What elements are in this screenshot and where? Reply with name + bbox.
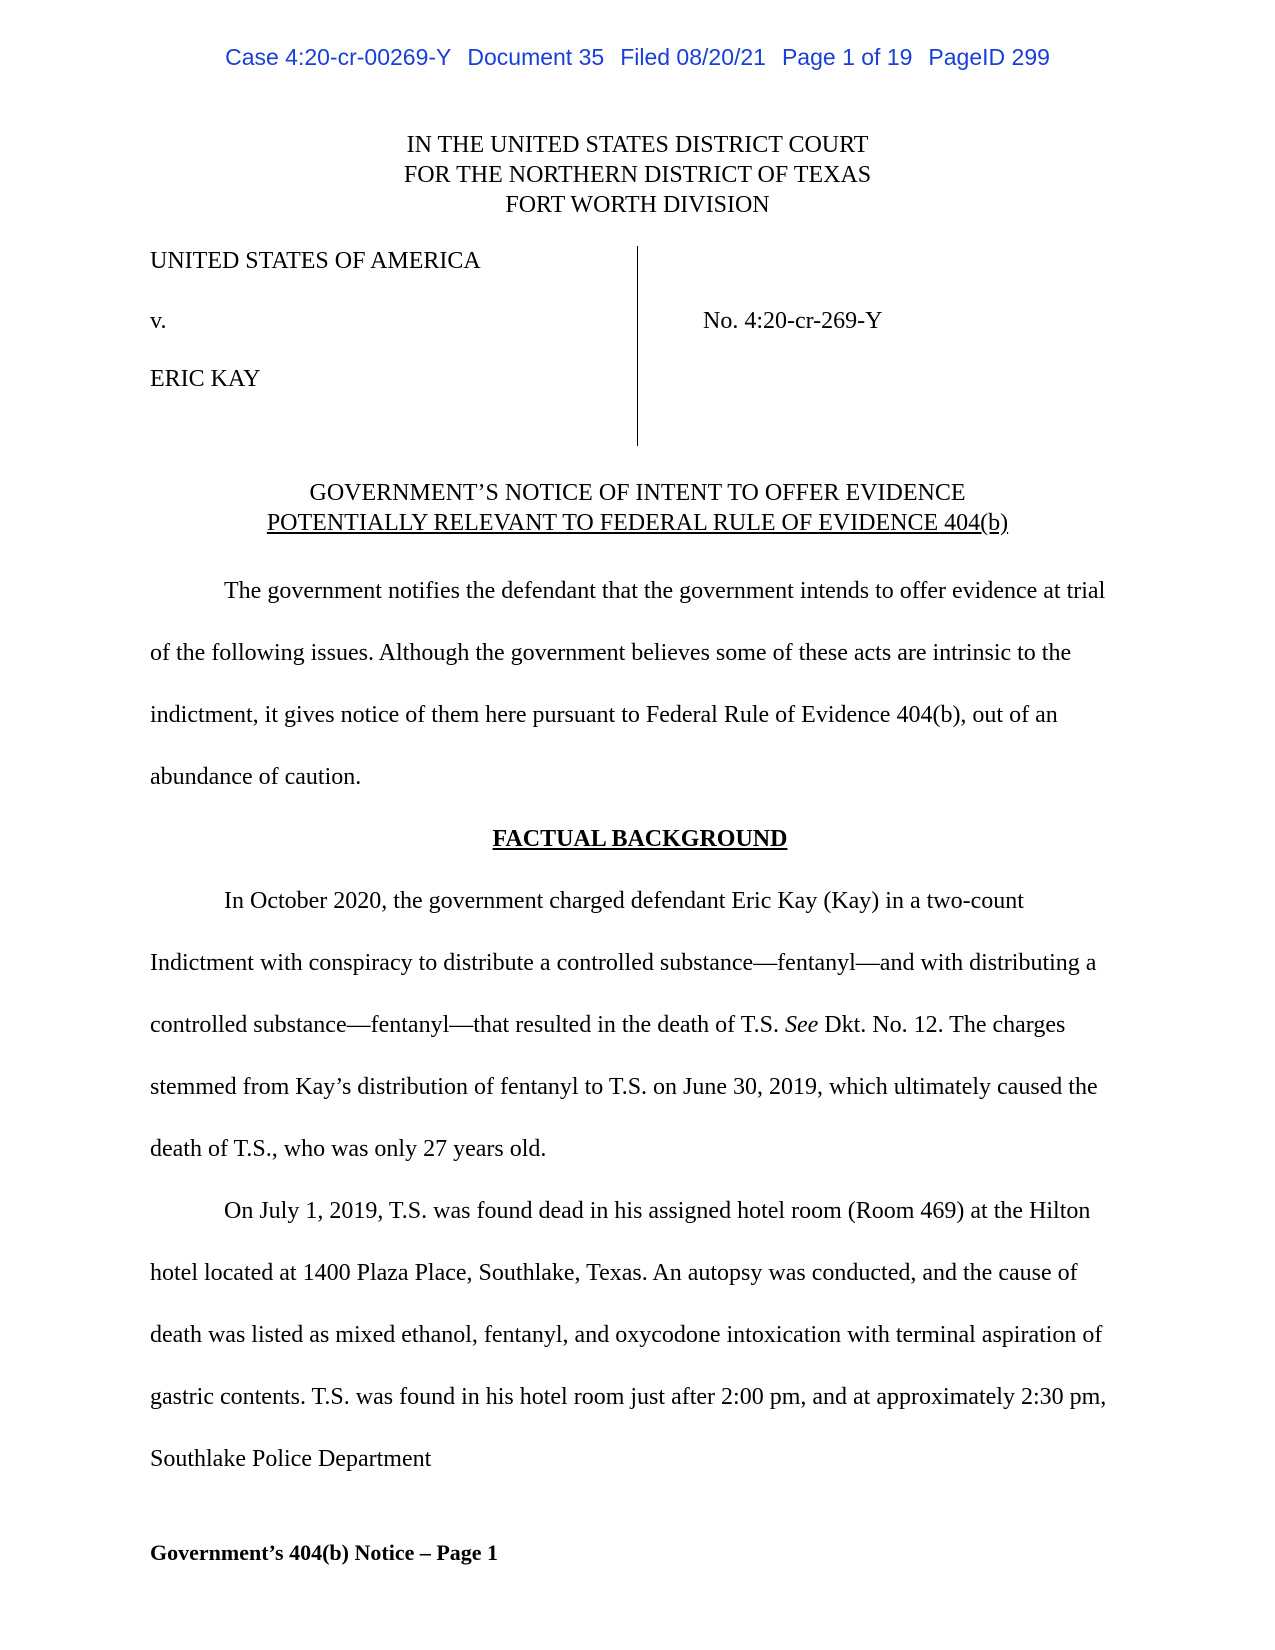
paragraph-charges-part-2: Dkt. No. 12. The charges stemmed from Kay’s distribution of fentanyl to T.S. on June 30, 2019, which ultimately caused the death of T.S., who was only 27 years old. [150, 1012, 1098, 1162]
intro-paragraph: The government notifies the defendant that the government intends to offer evidence at trial of the following issues. Although the government believes some of these acts are intrinsic to the indictment, it gives notice of them here pursuant to Federal Rule of Evidence 404(b), out of an abundance of caution. [150, 578, 1106, 790]
versus-label: v. [150, 308, 167, 334]
page-id-stamp: PageID 299 [928, 44, 1050, 70]
court-heading [0, 130, 1275, 220]
court-line-1: IN THE UNITED STATES DISTRICT COURT [406, 132, 869, 158]
document-body [150, 560, 1130, 1490]
paragraph-charges [150, 870, 1130, 1180]
page-footer: Government’s 404(b) Notice – Page 1 [150, 1540, 499, 1565]
defendant-name: ERIC KAY [150, 366, 261, 392]
filed-date-stamp: Filed 08/20/21 [620, 44, 766, 70]
plaintiff-name: UNITED STATES OF AMERICA [150, 248, 481, 274]
case-caption [150, 246, 1130, 446]
court-line-3: FORT WORTH DIVISION [505, 192, 770, 218]
page-count-stamp: Page 1 of 19 [781, 44, 913, 70]
ecf-header-stamp [0, 44, 1275, 71]
case-number: No. 4:20-cr-269-Y [703, 308, 883, 334]
title-line-1: GOVERNMENT’S NOTICE OF INTENT TO OFFER EVIDENCE [309, 480, 966, 506]
document-number-stamp: Document 35 [467, 44, 605, 70]
case-number-stamp: Case 4:20-cr-00269-Y [225, 44, 452, 70]
paragraph-discovery: On July 1, 2019, T.S. was found dead in his assigned hotel room (Room 469) at the Hilton hotel located at 1400 Plaza Place, Southlake, Texas. An autopsy was conducted, and the cause of death was listed as mixed ethanol, fentanyl, and oxycodone intoxication with terminal aspiration of gastric contents. T.S. was found in his hotel room just after 2:00 pm, and at approximately 2:30 pm, Southlake Police Department [150, 1198, 1107, 1472]
section-heading-factual-background: FACTUAL BACKGROUND [492, 826, 788, 852]
court-line-2: FOR THE NORTHERN DISTRICT OF TEXAS [403, 162, 872, 188]
caption-divider [637, 246, 638, 446]
title-line-2: POTENTIALLY RELEVANT TO FEDERAL RULE OF EVIDENCE 404(b) [266, 510, 1009, 536]
document-title [0, 478, 1275, 538]
paragraph-charges-part-1: In October 2020, the government charged defendant Eric Kay (Kay) in a two-count Indictment with conspiracy to distribute a controlled substance—fentanyl—and with distributing a controlled substance—fentanyl—that resulted in the death of T.S. [150, 888, 1097, 1038]
see-citation-signal: See [784, 1012, 819, 1038]
